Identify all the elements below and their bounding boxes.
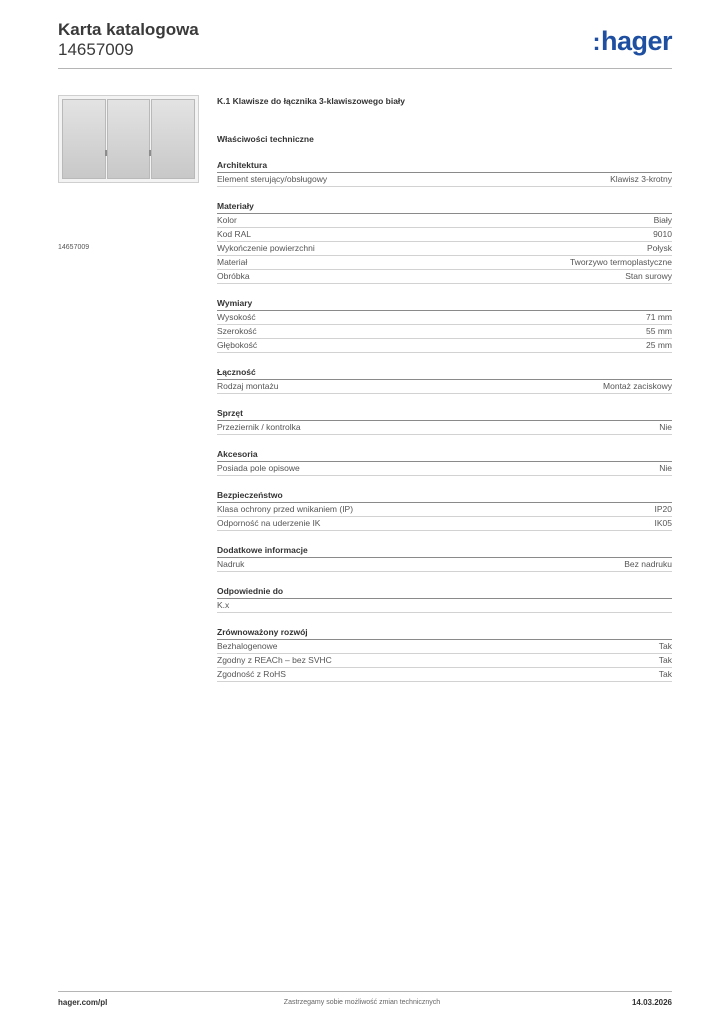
property-label: Bezhalogenowe <box>217 641 278 651</box>
property-value: Biały <box>653 215 672 225</box>
document-header <box>58 20 199 60</box>
property-value: 55 mm <box>646 326 672 336</box>
property-label: Klasa ochrony przed wnikaniem (IP) <box>217 504 354 514</box>
document-number: 14657009 <box>58 40 134 59</box>
property-row <box>217 173 672 187</box>
section-title: Materiały <box>217 201 672 214</box>
property-label: Kolor <box>217 215 237 225</box>
product-image-caption: 14657009 <box>58 244 90 251</box>
property-section <box>217 201 672 284</box>
properties-heading: Właściwości techniczne <box>217 134 314 144</box>
section-title: Wymiary <box>217 298 672 311</box>
property-label: Odporność na uderzenie IK <box>217 518 321 528</box>
property-row <box>217 503 672 517</box>
property-row <box>217 654 672 668</box>
properties-sections <box>217 160 672 682</box>
product-image <box>62 99 195 179</box>
property-value: 9010 <box>653 229 672 239</box>
property-row <box>217 462 672 476</box>
rocker-key-left <box>62 99 106 179</box>
property-row <box>217 668 672 682</box>
property-value: Montaż zaciskowy <box>603 381 672 391</box>
section-title: Sprzęt <box>217 408 672 421</box>
section-title: Odpowiednie do <box>217 586 672 599</box>
section-title: Dodatkowe informacje <box>217 545 672 558</box>
product-name: K.1 Klawisze do łącznika 3-klawiszowego biały <box>217 96 406 106</box>
property-row <box>217 517 672 531</box>
property-row <box>217 311 672 325</box>
property-value: IK05 <box>654 518 672 528</box>
property-label: Zgodność z RoHS <box>217 669 286 679</box>
property-value: 71 mm <box>646 312 672 322</box>
section-title: Akcesoria <box>217 449 672 462</box>
property-row <box>217 380 672 394</box>
property-label: Głębokość <box>217 340 258 350</box>
property-section <box>217 627 672 682</box>
property-section <box>217 586 672 613</box>
property-row <box>217 325 672 339</box>
property-row <box>217 228 672 242</box>
property-row <box>217 421 672 435</box>
rocker-key-right <box>151 99 195 179</box>
property-label: K.x <box>217 600 230 610</box>
property-value: IP20 <box>654 504 672 514</box>
footer-disclaimer: Zastrzegamy sobie możliwość zmian technicznych <box>283 999 441 1006</box>
property-row <box>217 270 672 284</box>
property-section <box>217 545 672 572</box>
document-title: Karta katalogowa <box>58 20 199 39</box>
property-value: Bez nadruku <box>624 559 672 569</box>
property-section <box>217 408 672 435</box>
logo-dots: : <box>592 29 600 56</box>
product-image-frame <box>58 95 199 183</box>
property-label: Materiał <box>217 257 248 267</box>
property-value: Połysk <box>646 243 672 253</box>
property-section <box>217 298 672 353</box>
property-value: Tak <box>658 641 672 651</box>
property-value: Nie <box>659 463 672 473</box>
property-section <box>217 160 672 187</box>
property-label: Przeziernik / kontrolka <box>217 422 301 432</box>
property-label: Posiada pole opisowe <box>217 463 300 473</box>
property-row <box>217 558 672 572</box>
property-value: Tak <box>658 669 672 679</box>
property-section <box>217 449 672 476</box>
property-value: Klawisz 3-krotny <box>610 174 672 184</box>
property-row <box>217 256 672 270</box>
property-label: Zgodny z REACh – bez SVHC <box>217 655 332 665</box>
section-title: Bezpieczeństwo <box>217 490 672 503</box>
property-row <box>217 242 672 256</box>
property-row <box>217 640 672 654</box>
property-label: Element sterujący/obsługowy <box>217 174 328 184</box>
property-value: Stan surowy <box>625 271 672 281</box>
property-section <box>217 367 672 394</box>
section-title: Zrównoważony rozwój <box>217 627 672 640</box>
footer-divider <box>58 991 672 992</box>
property-label: Nadruk <box>217 559 245 569</box>
logo-text: hager <box>600 26 672 56</box>
property-label: Wykończenie powierzchni <box>217 243 315 253</box>
footer-date: 14.03.2026 <box>631 998 672 1007</box>
rocker-key-middle <box>107 99 151 179</box>
property-label: Rodzaj montażu <box>217 381 279 391</box>
property-label: Szerokość <box>217 326 257 336</box>
property-value: Nie <box>659 422 672 432</box>
product-details <box>217 96 672 696</box>
property-section <box>217 490 672 531</box>
property-value: 25 mm <box>646 340 672 350</box>
property-label: Obróbka <box>217 271 250 281</box>
property-label: Kod RAL <box>217 229 252 239</box>
property-label: Wysokość <box>217 312 256 322</box>
property-row <box>217 214 672 228</box>
header-divider <box>58 68 672 69</box>
section-title: Architektura <box>217 160 672 173</box>
property-value: Tak <box>658 655 672 665</box>
footer-website: hager.com/pl <box>58 998 108 1007</box>
section-title: Łączność <box>217 367 672 380</box>
property-row <box>217 599 672 613</box>
property-value: Tworzywo termoplastyczne <box>569 257 672 267</box>
property-row <box>217 339 672 353</box>
hager-logo <box>592 26 672 58</box>
